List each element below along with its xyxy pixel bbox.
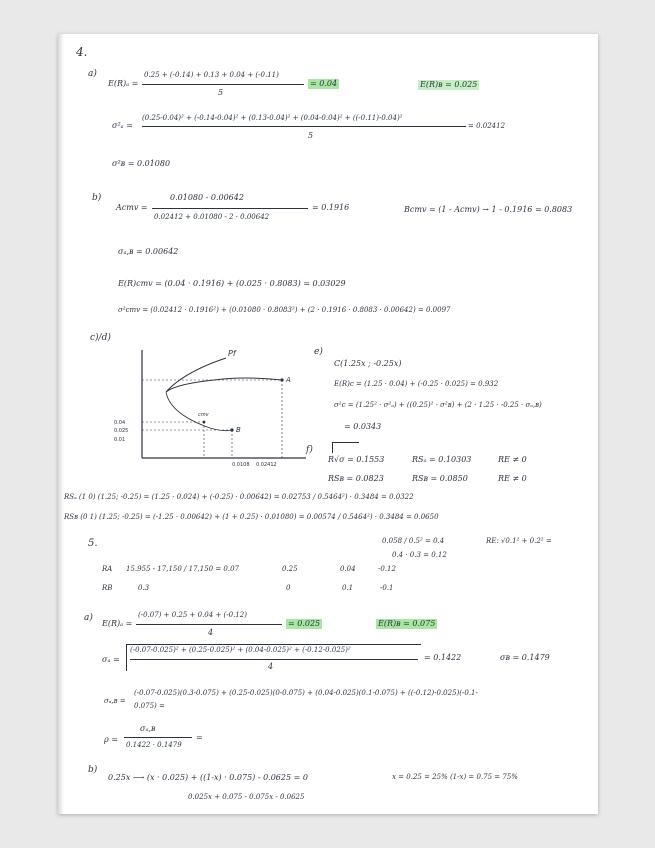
var-a-numerator: (0.25-0.04)² + (-0.14-0.04)² + (0.13-0.04)² + (0.04-0.04)² + ((-0.11)-0.04)² <box>142 114 403 122</box>
re-not-zero-1: RE ≠ 0 <box>498 455 527 464</box>
row-b-v3: 0.1 <box>342 584 354 592</box>
part-f-label: f) <box>306 445 313 455</box>
row-a-v3: 0.04 <box>340 565 356 573</box>
var-b: σ²ʙ = 0.01080 <box>112 159 171 168</box>
point-cmv-label: cmv <box>198 412 209 418</box>
row-a-v2: 0.25 <box>282 565 298 573</box>
part-b-label: b) <box>92 193 102 203</box>
bcmv-equation: Bcmv = (1 - Acmv) → 1 - 0.1916 = 0.8083 <box>404 205 573 214</box>
y-tick-1: 0.04 <box>114 420 126 426</box>
worksheet-page <box>58 34 598 814</box>
var-a-fraction-line <box>142 126 466 127</box>
point-a-marker <box>280 378 283 381</box>
acmv-denominator: 0.02412 + 0.01080 - 2 · 0.00642 <box>154 213 270 221</box>
x-tick-1: 0.0108 <box>232 462 250 468</box>
page-number: 4. <box>76 45 88 59</box>
p5-era-denominator: 4 <box>208 628 214 637</box>
row-b-v4: -0.1 <box>380 584 394 592</box>
part-a-label: a) <box>88 69 97 79</box>
var-a-lhs: σ²ₐ = <box>112 121 133 130</box>
rs-root: R√σ = 0.1553 <box>328 455 385 464</box>
p5-b-work: 0.025x + 0.075 - 0.075x - 0.0625 <box>188 793 305 801</box>
p5-note-2: 0.4 · 0.3 = 0.12 <box>392 551 447 559</box>
p5-era-numerator: (-0.07) + 0.25 + 0.04 + (-0.12) <box>138 611 247 619</box>
era-denominator: 5 <box>218 88 224 97</box>
p5-rho-lhs: ρ = <box>104 735 118 744</box>
var-cmv: σ²cmv = (0.02412 · 0.1916²) + (0.01080 · 0.8083²) + (2 · 0.1916 · 0.8083 · 0.00642) = 0.0097 <box>118 306 451 314</box>
var-c-result: = 0.0343 <box>344 422 382 431</box>
frontier-curve <box>166 358 282 392</box>
acmv-numerator: 0.01080 - 0.00642 <box>170 193 244 202</box>
era-fraction-line <box>142 84 304 85</box>
p5-erb-result: E(R)ʙ = 0.075 <box>378 619 436 628</box>
var-a-result: = 0.02412 <box>468 122 506 130</box>
p5-rho-equals: = <box>196 733 203 742</box>
row-b-label: RB <box>102 584 113 592</box>
acmv-result: = 0.1916 <box>312 203 350 212</box>
var-a-denominator: 5 <box>308 131 314 140</box>
er-c: E(R)c = (1.25 · 0.04) + (-0.25 · 0.025) = 0.932 <box>334 380 499 388</box>
p5-b-result: x = 0.25 = 25% (1-x) = 0.75 = 75% <box>392 773 518 781</box>
p5-sigma-a-fraction-line <box>130 659 418 660</box>
cov-ab: σₐ,ʙ = 0.00642 <box>118 247 179 256</box>
erb-result: E(R)ʙ = 0.025 <box>420 80 478 89</box>
row-b-v2: 0 <box>286 584 291 592</box>
row-b-v1: 0.3 <box>138 584 150 592</box>
p5-cov-lhs: σₐ,ʙ = <box>104 697 126 705</box>
part-cd-label: c)/d) <box>90 333 111 343</box>
y-tick-2: 0.025 <box>114 428 129 434</box>
page-edge-shadow <box>58 34 64 814</box>
p5-rho-numerator: σₐ,ʙ <box>140 724 156 733</box>
rs-a: RSₐ = 0.10303 <box>412 455 472 464</box>
point-cmv-marker <box>203 421 206 424</box>
row-a-v4: -0.12 <box>378 565 396 573</box>
p5-sigma-a-lhs: σₐ = <box>102 655 120 664</box>
point-b-marker <box>230 428 233 431</box>
efficient-frontier-graph <box>114 344 314 468</box>
y-tick-3: 0.01 <box>114 437 126 443</box>
sqrt-sign <box>332 442 359 453</box>
point-a-label: A <box>286 376 291 384</box>
p5-sigma-a-numerator: (-0.07-0.025)² + (0.25-0.025)² + (0.04-0.025)² + (-0.12-0.025)² <box>130 646 351 654</box>
p5-sigma-a-result: = 0.1422 <box>424 653 462 662</box>
era-numerator: 0.25 + (-0.14) + 0.13 + 0.04 + (-0.11) <box>144 71 279 79</box>
era-lhs: E(R)ₐ = <box>108 79 139 88</box>
p5-part-b-label: b) <box>88 765 98 775</box>
p5-sigma-b: σʙ = 0.1479 <box>500 653 550 662</box>
p5-era-result: = 0.025 <box>288 619 321 628</box>
acmv-lhs: Acmv = <box>116 203 148 212</box>
portfolio-c: C(1.25x ; -0.25x) <box>334 359 402 368</box>
part-e-label: e) <box>314 347 323 357</box>
problem-5-label: 5. <box>88 538 98 549</box>
era-result: = 0.04 <box>310 79 338 88</box>
p5-note-3: RE: √0.1² + 0.2² = <box>486 537 552 545</box>
p5-cov-numerator: (-0.07-0.025)(0.3-0.075) + (0.25-0.025)(0-0.075) + (0.04-0.025)(0.1-0.075) + ((-0.12)-0.025)(-0.1- <box>134 689 478 697</box>
re-not-zero-2: RE ≠ 0 <box>498 474 527 483</box>
rs-b-2: RSʙ = 0.0850 <box>412 474 468 483</box>
p5-note-1: 0.058 / 0.5² = 0.4 <box>382 537 445 545</box>
p5-cov-tail: 0.075) = <box>134 702 165 710</box>
point-b-label: B <box>236 426 241 434</box>
p5-rho-denominator: 0.1422 · 0.1479 <box>126 741 182 749</box>
rs-b-line: RSʙ (0 1) (1.25; -0.25) = (-1.25 · 0.00642) + (1 + 0.25) · 0.01080) = 0.00574 / 0.5464²) · 0.3484 = 0.0650 <box>64 513 439 521</box>
p5-era-fraction-line <box>136 624 282 625</box>
x-tick-2: 0.02412 <box>256 462 277 468</box>
p5-era-lhs: E(R)ₐ = <box>102 619 133 628</box>
row-a-v1: 15.955 - 17,150 / 17,150 = 0.07 <box>126 565 240 573</box>
p5-rho-fraction-line <box>124 737 192 738</box>
p5-b-equation: 0.25x ⟶ (x · 0.025) + ((1-x) · 0.075) - 0.0625 = 0 <box>108 773 308 782</box>
p5-sigma-a-denominator: 4 <box>268 662 274 671</box>
rs-a-line: RSₐ (1 0) (1.25; -0.25) = (1.25 · 0.024) + (-0.25) · 0.00642) = 0.02753 / 0.5464²) · 0.3484 = 0.0322 <box>64 493 414 501</box>
row-a-label: RA <box>102 565 113 573</box>
rs-b-1: RSʙ = 0.0823 <box>328 474 384 483</box>
var-c: σ²c = (1.25² · σ²ₐ) + ((0.25)² · σ²ʙ) + (2 · 1.25 · -0.25 · σₐ,ʙ) <box>334 401 542 409</box>
p5-part-a-label: a) <box>84 613 93 623</box>
curve-label: Pf <box>228 349 236 358</box>
acmv-fraction-line <box>152 208 308 209</box>
er-cmv: E(R)cmv = (0.04 · 0.1916) + (0.025 · 0.8083) = 0.03029 <box>118 279 346 288</box>
